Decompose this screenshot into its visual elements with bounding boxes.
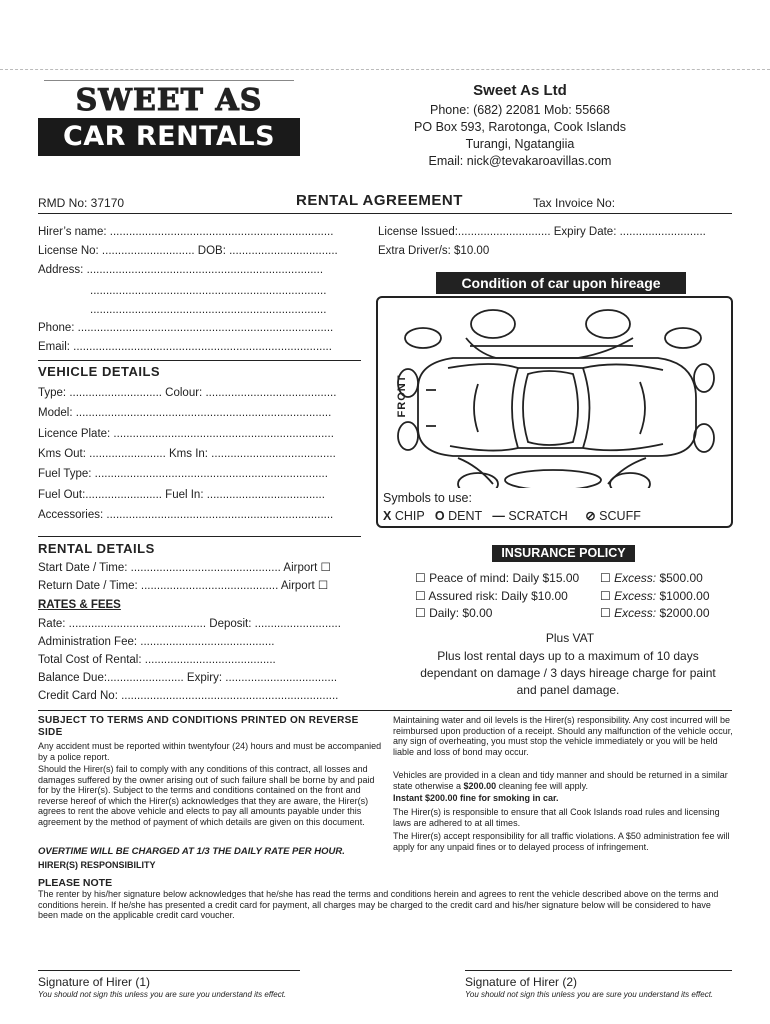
- hirer-address-field[interactable]: Address: ..........................................................................: [38, 264, 324, 276]
- hirer-address-line-2[interactable]: ..........................................................................: [90, 285, 327, 297]
- rmd-number: RMD No: 37170: [38, 196, 125, 210]
- maintenance-clause: Maintaining water and oil levels is the Hirer(s) responsibility. Any cost incurred will be reimbursed upon production of a receipt. Should any malfunction of the vehicle occur, any sign of overheating, you must stop the vehicle immediately or you will be held liable and loss of bond may occur.: [393, 715, 733, 757]
- excess-amount: $2000.00: [656, 606, 710, 620]
- signature-note-1: You should not sign this unless you are sure you understand its effect.: [38, 990, 287, 999]
- scuff-symbol: ⊘: [585, 509, 596, 523]
- chip-symbol: X: [383, 509, 392, 523]
- balance-expiry-field[interactable]: Balance Due:........................ Expiry: ...................................: [38, 672, 338, 684]
- accessories-field[interactable]: Accessories: .......................................................................: [38, 509, 334, 521]
- lost-rental-days-note: Plus lost rental days up to a maximum of 10 days dependant on damage / 3 days hireage charge for paint and panel damage.: [420, 649, 716, 697]
- signature-label-1: Signature of Hirer (1): [38, 975, 151, 989]
- excess-label: Excess:: [614, 589, 657, 603]
- chip-label: CHIP: [394, 509, 425, 523]
- failure-clause: Should the Hirer(s) fail to comply with any conditions of this contract, all losses and damages suffered by the owner arising out of such failure shall be borne by and paid for by the Hirer(s). Subject to the terms and conditions contained on the front and reverse hereof of which the Hirer(s) acknowledges that they are aware, the Hirer(s) agrees to rent the above vehicle and elects to pay all amounts payable under this agreement by the method of payment of which details are given on this document.: [38, 764, 375, 827]
- smoking-fine: Instant $200.00 fine for smoking in car.: [393, 793, 559, 803]
- insurance-option-peace-of-mind[interactable]: ☐ Peace of mind: Daily $15.00: [415, 571, 580, 585]
- hirer-name-field[interactable]: Hirer’s name: ......................................................................: [38, 226, 334, 238]
- signature-line-2[interactable]: [465, 970, 732, 971]
- extra-driver-field: Extra Driver/s: $10.00: [378, 245, 490, 257]
- accident-clause: Any accident must be reported within twentyfour (24) hours and must be accompanied by a police report.: [38, 741, 382, 762]
- terms-divider: [38, 710, 732, 711]
- excess-option-500[interactable]: [600, 571, 703, 585]
- company-logo: [38, 80, 300, 156]
- company-phone: Phone: (682) 22081 Mob: 55668: [430, 103, 610, 117]
- company-location: Turangi, Ngatangiia: [465, 137, 575, 151]
- excess-option-1000[interactable]: [600, 589, 710, 603]
- hirer-email-field[interactable]: Email: .................................................................................: [38, 341, 332, 353]
- excess-label: Excess:: [614, 606, 657, 620]
- signature-label-2: Signature of Hirer (2): [465, 975, 578, 989]
- scuff-label: SCUFF: [599, 509, 641, 523]
- insurance-option-daily[interactable]: ☐ Daily: $0.00: [415, 606, 493, 620]
- start-date-field[interactable]: Start Date / Time: ............................................... Airport ☐: [38, 562, 331, 574]
- company-name: Sweet As Ltd: [473, 82, 567, 99]
- excess-amount: $1000.00: [656, 589, 710, 603]
- overtime-clause: OVERTIME WILL BE CHARGED AT 1/3 THE DAILY RATE PER HOUR.: [38, 846, 345, 857]
- page-title: RENTAL AGREEMENT: [296, 192, 463, 209]
- page-top-border: [0, 69, 770, 70]
- insurance-option-assured-risk[interactable]: ☐ Assured risk: Daily $10.00: [415, 589, 568, 603]
- terms-heading: SUBJECT TO TERMS AND CONDITIONS PRINTED ON REVERSE SIDE: [38, 715, 359, 738]
- vehicle-type-field[interactable]: Type: ............................. Colour: .........................................: [38, 387, 337, 399]
- tax-invoice-label: Tax Invoice No:: [533, 196, 616, 210]
- fuel-field[interactable]: Fuel Out:........................ Fuel In: .....................................: [38, 489, 325, 501]
- excess-amount: $500.00: [656, 571, 703, 585]
- company-email: Email: nick@tevakaroavillas.com: [428, 154, 612, 168]
- vehicle-model-field[interactable]: Model: ................................................................................: [38, 407, 332, 419]
- credit-card-field[interactable]: Credit Card No: ....................................................................: [38, 690, 339, 702]
- insurance-policy-heading: INSURANCE POLICY: [492, 545, 635, 562]
- plus-vat: Plus VAT: [545, 631, 595, 645]
- condition-title: Condition of car upon hireage: [436, 272, 686, 294]
- symbols-legend: [383, 508, 641, 523]
- licence-plate-field[interactable]: Licence Plate: .....................................................................: [38, 428, 334, 440]
- hirer-responsibility-heading: HIRER(S) RESPONSIBILITY: [38, 860, 156, 870]
- excess-option-2000[interactable]: [600, 606, 710, 620]
- car-diagram-icon: [378, 298, 731, 488]
- excess-label: Excess:: [614, 571, 657, 585]
- vehicle-divider: [38, 360, 361, 361]
- hirer-phone-field[interactable]: Phone: ................................................................................: [38, 322, 334, 334]
- scratch-symbol: —: [492, 509, 505, 523]
- fuel-type-field[interactable]: Fuel Type: .........................................................................: [38, 468, 328, 480]
- please-note-text: The renter by his/her signature below acknowledges that he/she has read the terms and conditions herein and agrees to rent the vehicle described above on the terms and conditions herein. If he/she has presented a credit card for payment, all charges may be charged to the credit card and his/her signature below will be considered to have been made on the applicable credit card voucher.: [38, 889, 719, 920]
- hirer-address-line-3[interactable]: ..........................................................................: [90, 304, 327, 316]
- hirer-license-field[interactable]: License No: ............................. DOB: ..................................: [38, 245, 338, 257]
- excess-checkbox[interactable]: ☐: [600, 589, 615, 603]
- traffic-clause: The Hirer(s) accept responsibility for all traffic violations. A $50 administration fee will apply for any unpaid fines or to delayed process of infringement.: [393, 831, 730, 852]
- cleaning-suffix: cleaning fee will apply.: [496, 780, 588, 791]
- logo-bottom-text: CAR RENTALS: [62, 121, 276, 152]
- total-cost-field[interactable]: Total Cost of Rental: .........................................: [38, 654, 276, 666]
- scratch-label: SCRATCH: [508, 509, 568, 523]
- rental-details-heading: RENTAL DETAILS: [38, 541, 155, 556]
- rental-divider: [38, 536, 361, 537]
- rate-deposit-field[interactable]: Rate: ........................................... Deposit: ...........................: [38, 618, 341, 630]
- cleaning-amount: $200.00: [463, 780, 497, 791]
- admin-fee-field[interactable]: Administration Fee: ..........................................: [38, 636, 275, 648]
- signature-note-2: You should not sign this unless you are sure you understand its effect.: [465, 990, 714, 999]
- front-label: FRONT: [396, 374, 408, 418]
- excess-checkbox[interactable]: ☐: [600, 606, 615, 620]
- logo-top-text: SWEET AS: [75, 83, 263, 118]
- please-note-heading: PLEASE NOTE: [38, 877, 113, 889]
- header-divider: [38, 213, 732, 214]
- logo-bottom-band: [38, 118, 300, 156]
- cleaning-clause: [393, 770, 733, 791]
- dent-label: DENT: [448, 509, 482, 523]
- symbols-label: Symbols to use:: [383, 491, 472, 505]
- logo-top-band: [44, 80, 294, 118]
- dent-symbol: O: [434, 509, 445, 523]
- license-issued-field[interactable]: License Issued:............................. Expiry Date: ...........................: [378, 226, 706, 238]
- return-date-field[interactable]: Return Date / Time: ........................................... Airport ☐: [38, 580, 329, 592]
- excess-checkbox[interactable]: ☐: [600, 571, 615, 585]
- kms-field[interactable]: Kms Out: ........................ Kms In: .......................................: [38, 448, 336, 460]
- rates-fees-heading: RATES & FEES: [38, 599, 121, 611]
- vehicle-details-heading: VEHICLE DETAILS: [38, 364, 161, 379]
- signature-line-1[interactable]: [38, 970, 300, 971]
- company-po-box: PO Box 593, Rarotonga, Cook Islands: [414, 120, 626, 134]
- road-rules-clause: The Hirer(s) is responsible to ensure that all Cook Islands road rules and licensing laws are adhered to at all times.: [393, 807, 720, 828]
- cleaning-text: Vehicles are provided in a clean and tidy manner and should be returned in a similar state otherwise a: [393, 770, 728, 791]
